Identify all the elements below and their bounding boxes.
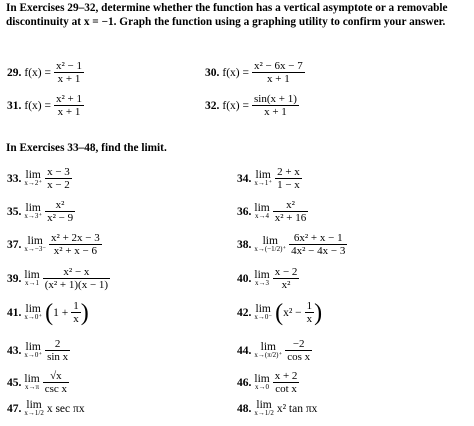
exercise-number: 48.	[237, 402, 252, 415]
lim-word: lim	[255, 303, 271, 315]
exercise-number: 30.	[205, 66, 220, 79]
fraction	[45, 199, 75, 224]
limit-operator	[24, 236, 46, 253]
limit-subscript: x→(−1/2)⁺	[254, 245, 287, 253]
limit-operator	[254, 170, 272, 187]
exercise-number: 29.	[7, 66, 22, 79]
lim-word: lim	[25, 303, 41, 315]
limit-subscript: x→1/2	[254, 409, 274, 417]
exercise-number: 41.	[7, 306, 22, 319]
exercise-32	[205, 93, 299, 118]
exercise-37	[7, 232, 102, 257]
limit-subscript: x→3⁺	[24, 212, 43, 220]
denominator: cos x	[287, 351, 311, 363]
fraction	[43, 370, 69, 395]
lim-word: lim	[27, 235, 43, 247]
limit-subscript: x→0⁺	[24, 351, 43, 359]
denominator: x − 2	[47, 179, 70, 191]
numerator: x² − x	[43, 266, 110, 279]
lim-word: lim	[25, 202, 41, 214]
limit-subscript: x→1	[25, 279, 40, 287]
exercise-43	[7, 338, 70, 363]
exercise-number: 46.	[237, 376, 252, 389]
limit-operator	[24, 170, 42, 187]
limit-subscript: x→4	[255, 212, 270, 220]
denominator: x² + x − 6	[53, 245, 97, 257]
fraction	[275, 166, 302, 191]
numerator: 2 + x	[277, 166, 300, 178]
limit-operator	[24, 342, 42, 359]
exercise-30	[205, 60, 305, 85]
exercise-41	[7, 300, 89, 325]
exercise-29	[7, 60, 84, 85]
lim-word: lim	[25, 169, 41, 181]
limit-operator	[24, 374, 39, 391]
limit-subscript: x→π	[25, 383, 40, 391]
exercise-45	[7, 370, 69, 395]
lim-word: lim	[254, 202, 270, 214]
right-paren: )	[80, 299, 89, 326]
limit-operator	[24, 400, 43, 417]
lim-word: lim	[24, 373, 40, 385]
lim-word: lim	[24, 269, 40, 281]
limit-operator	[254, 236, 286, 253]
denominator: cot x	[275, 383, 297, 395]
numerator: √x	[43, 370, 69, 383]
limit-subscript: x→3	[255, 279, 270, 287]
fraction	[54, 93, 84, 118]
numerator: sin(x + 1)	[253, 93, 297, 105]
limit-operator	[24, 203, 42, 220]
expression-prefix: 1 +	[53, 306, 69, 319]
limit-subscript: x→1/2	[24, 409, 44, 417]
instructions-29-32: In Exercises 29–32, determine whether the function has a vertical asymptote or a removable discontinuity at x = −1. Graph the function using a graphing utility to confirm your answer.	[6, 2, 448, 28]
right-paren: )	[314, 299, 323, 326]
lim-word: lim	[262, 235, 278, 247]
exercise-42	[237, 300, 322, 325]
exercise-number: 45.	[7, 376, 22, 389]
numerator: 6x² + x − 1	[289, 232, 347, 245]
exercise-number: 40.	[237, 272, 252, 285]
function-lhs: f(x) =	[24, 66, 51, 79]
limit-subscript: x→2⁺	[24, 179, 43, 187]
denominator: x	[306, 313, 313, 325]
exercise-34	[237, 166, 302, 191]
exercise-40	[237, 266, 299, 291]
exercise-number: 34.	[237, 172, 252, 185]
fraction	[49, 232, 102, 257]
instructions-33-48: In Exercises 33–48, find the limit.	[6, 142, 167, 154]
limit-subscript: x→0⁺	[24, 313, 43, 321]
numerator: x² + 1	[55, 93, 82, 105]
denominator: x + 1	[57, 73, 81, 85]
denominator: 4x² − 4x − 3	[291, 245, 346, 257]
left-paren: (	[45, 299, 54, 326]
lim-word: lim	[254, 373, 270, 385]
exercise-44	[237, 338, 312, 363]
denominator: 1 − x	[277, 179, 300, 191]
expression: x sec πx	[46, 402, 85, 415]
fraction	[252, 60, 305, 85]
limit-subscript: x→0	[255, 383, 270, 391]
numerator: x²	[273, 199, 309, 212]
denominator: x²	[281, 279, 291, 291]
expression: x² tan πx	[276, 402, 318, 415]
lim-word: lim	[256, 399, 272, 411]
limit-subscript: x→−3⁻	[24, 245, 47, 253]
denominator: x² + 16	[274, 212, 307, 224]
exercise-39	[7, 266, 110, 291]
left-paren: (	[275, 299, 284, 326]
exercise-number: 38.	[237, 238, 252, 251]
fraction	[273, 199, 309, 224]
denominator: x + 1	[266, 73, 290, 85]
lim-word: lim	[26, 399, 42, 411]
lim-word: lim	[260, 341, 276, 353]
numerator: 1	[306, 300, 313, 312]
exercise-46	[237, 370, 299, 395]
exercise-number: 32.	[205, 99, 220, 112]
exercise-number: 42.	[237, 306, 252, 319]
exercise-47	[7, 400, 85, 417]
fraction	[289, 232, 347, 257]
exercise-33	[7, 166, 72, 191]
limit-subscript: x→1⁺	[254, 179, 273, 187]
exercise-number: 33.	[7, 172, 22, 185]
numerator: x − 3	[47, 166, 70, 178]
limit-subscript: x→0⁻	[254, 313, 273, 321]
numerator: x²	[45, 199, 75, 212]
exercise-number: 36.	[237, 205, 252, 218]
numerator: x² − 1	[55, 60, 82, 72]
denominator: (x² + 1)(x − 1)	[44, 279, 109, 291]
exercise-31	[7, 93, 84, 118]
numerator: x + 2	[274, 370, 298, 382]
exercise-number: 47.	[7, 402, 22, 415]
fraction	[45, 166, 72, 191]
limit-operator	[254, 374, 269, 391]
exercise-35	[7, 199, 75, 224]
exercise-number: 44.	[237, 344, 252, 357]
function-lhs: f(x) =	[222, 99, 249, 112]
exercise-number: 37.	[7, 238, 22, 251]
lim-word: lim	[255, 169, 271, 181]
numerator: 2	[45, 338, 70, 351]
numerator: x − 2	[274, 266, 298, 278]
fraction	[43, 266, 110, 291]
limit-subscript: x→(π/2)⁺	[254, 351, 283, 359]
fraction	[45, 338, 70, 363]
numerator: 1	[73, 300, 79, 312]
fraction	[252, 93, 299, 118]
exercise-36	[237, 199, 308, 224]
exercise-number: 31.	[7, 99, 22, 112]
denominator: x + 1	[264, 106, 287, 118]
numerator: x² − 6x − 7	[253, 60, 303, 72]
exercise-48	[237, 400, 317, 417]
exercise-number: 35.	[7, 205, 22, 218]
denominator: csc x	[44, 383, 68, 395]
exercise-number: 39.	[7, 272, 22, 285]
numerator: −2	[285, 338, 312, 351]
lim-word: lim	[25, 341, 41, 353]
limit-operator	[24, 270, 39, 287]
limit-operator	[254, 203, 269, 220]
denominator: x + 1	[57, 106, 81, 118]
fraction	[285, 338, 312, 363]
expression-prefix: x² −	[283, 306, 302, 319]
denominator: x² − 9	[47, 212, 74, 224]
numerator: x² + 2x − 3	[51, 232, 100, 244]
limit-operator	[254, 342, 282, 359]
denominator: x	[73, 313, 79, 325]
limit-operator	[24, 304, 42, 321]
fraction	[273, 370, 300, 395]
exercise-number: 43.	[7, 344, 22, 357]
fraction	[71, 300, 81, 325]
denominator: sin x	[47, 351, 69, 363]
limit-operator	[254, 270, 269, 287]
function-lhs: f(x) =	[222, 66, 249, 79]
lim-word: lim	[254, 269, 270, 281]
function-lhs: f(x) =	[24, 99, 51, 112]
fraction	[305, 300, 315, 325]
limit-operator	[254, 400, 273, 417]
fraction	[54, 60, 84, 85]
exercise-38	[237, 232, 347, 257]
limit-operator	[254, 304, 272, 321]
fraction	[273, 266, 300, 291]
